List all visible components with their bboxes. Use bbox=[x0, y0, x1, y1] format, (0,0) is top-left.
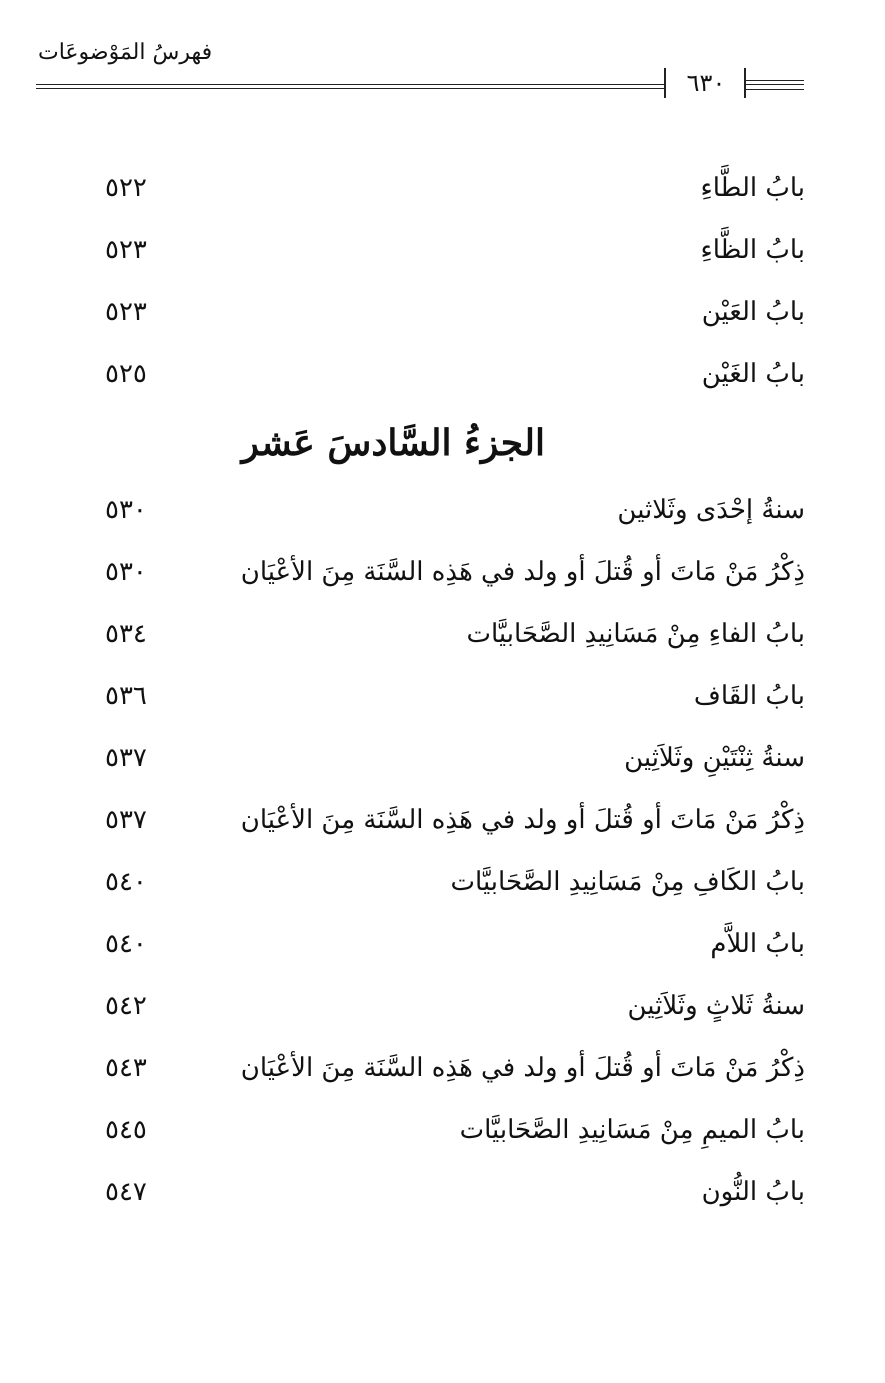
toc-entry-title: بابُ النُّون bbox=[701, 1177, 805, 1207]
toc-entry-page: ٥٢٣ bbox=[105, 297, 147, 327]
toc-entry-title: بابُ الكَافِ مِنْ مَسَانِيدِ الصَّحَابيَّات bbox=[450, 867, 805, 897]
toc-entry-title: ذِكْرُ مَنْ مَاتَ أو قُتلَ أو ولد في هَذِه السَّنَة مِنَ الأعْيَان bbox=[240, 805, 805, 835]
toc-entry-title: سنةُ ثَلاثٍ وثَلاَثِين bbox=[627, 991, 805, 1021]
toc-entry-page: ٥٣٠ bbox=[105, 557, 147, 587]
toc-entry-title: بابُ الظَّاءِ bbox=[700, 235, 805, 265]
toc-entry-page: ٥٤٣ bbox=[105, 1053, 147, 1083]
section-heading: الجزءُ السَّادسَ عَشر bbox=[241, 422, 545, 464]
toc-entry bbox=[105, 676, 805, 716]
toc-entry-page: ٥٣٠ bbox=[105, 495, 147, 525]
header-divider-left bbox=[664, 68, 666, 98]
toc-entry-title: بابُ اللاَّم bbox=[710, 929, 805, 959]
toc-entry-page: ٥٣٧ bbox=[105, 743, 147, 773]
toc-entry-page: ٥٣٧ bbox=[105, 805, 147, 835]
toc-entry-title: سنةُ ثِنْتَيْنِ وثَلاَثِين bbox=[624, 743, 805, 773]
toc-entry bbox=[105, 986, 805, 1026]
toc-entry-title: بابُ الغَيْن bbox=[701, 359, 805, 389]
toc-entry-page: ٥٣٤ bbox=[105, 619, 147, 649]
toc-entry-title: بابُ الميمِ مِنْ مَسَانِيدِ الصَّحَابيَّات bbox=[459, 1115, 805, 1145]
toc-entry bbox=[105, 292, 805, 332]
toc-entry-page: ٥٤٠ bbox=[105, 929, 147, 959]
toc-entry-title: ذِكْرُ مَنْ مَاتَ أو قُتلَ أو ولد في هَذِه السَّنَة مِنَ الأعْيَان bbox=[240, 1053, 805, 1083]
toc-entry bbox=[105, 490, 805, 530]
toc-entry bbox=[105, 614, 805, 654]
toc-entry-page: ٥٤٧ bbox=[105, 1177, 147, 1207]
header-rule-left bbox=[36, 84, 664, 89]
toc-entry bbox=[105, 738, 805, 778]
toc-entry bbox=[105, 168, 805, 208]
toc-entry-title: بابُ القَاف bbox=[693, 681, 805, 711]
toc-entry-title: ذِكْرُ مَنْ مَاتَ أو قُتلَ أو ولد في هَذِه السَّنَة مِنَ الأعْيَان bbox=[240, 557, 805, 587]
header-rule-right bbox=[746, 80, 804, 90]
toc-entry bbox=[105, 354, 805, 394]
toc-entry bbox=[105, 552, 805, 592]
toc-entry-page: ٥٢٢ bbox=[105, 173, 147, 203]
toc-entry-title: سنةُ إحْدَى وثَلاثين bbox=[617, 495, 805, 525]
toc-entry-page: ٥٤٥ bbox=[105, 1115, 147, 1145]
toc-entry-title: بابُ الطَّاءِ bbox=[700, 173, 805, 203]
toc-entry bbox=[105, 862, 805, 902]
toc-entry-page: ٥٤٠ bbox=[105, 867, 147, 897]
toc-entry-page: ٥٢٥ bbox=[105, 359, 147, 389]
toc-entry-page: ٥٣٦ bbox=[105, 681, 147, 711]
toc-entry-title: بابُ الفاءِ مِنْ مَسَانِيدِ الصَّحَابيَّات bbox=[466, 619, 805, 649]
toc-entry-page: ٥٢٣ bbox=[105, 235, 147, 265]
toc-entry-title: بابُ العَيْن bbox=[701, 297, 805, 327]
toc-entry bbox=[105, 1172, 805, 1212]
running-title: فهرسُ المَوْضوعَات bbox=[38, 40, 213, 65]
toc-entry bbox=[105, 1048, 805, 1088]
page-number: ٦٣٠ bbox=[686, 69, 726, 97]
toc-entry bbox=[105, 800, 805, 840]
toc-entry bbox=[105, 924, 805, 964]
toc-entry bbox=[105, 1110, 805, 1150]
toc-entry bbox=[105, 230, 805, 270]
toc-entry-page: ٥٤٢ bbox=[105, 991, 147, 1021]
